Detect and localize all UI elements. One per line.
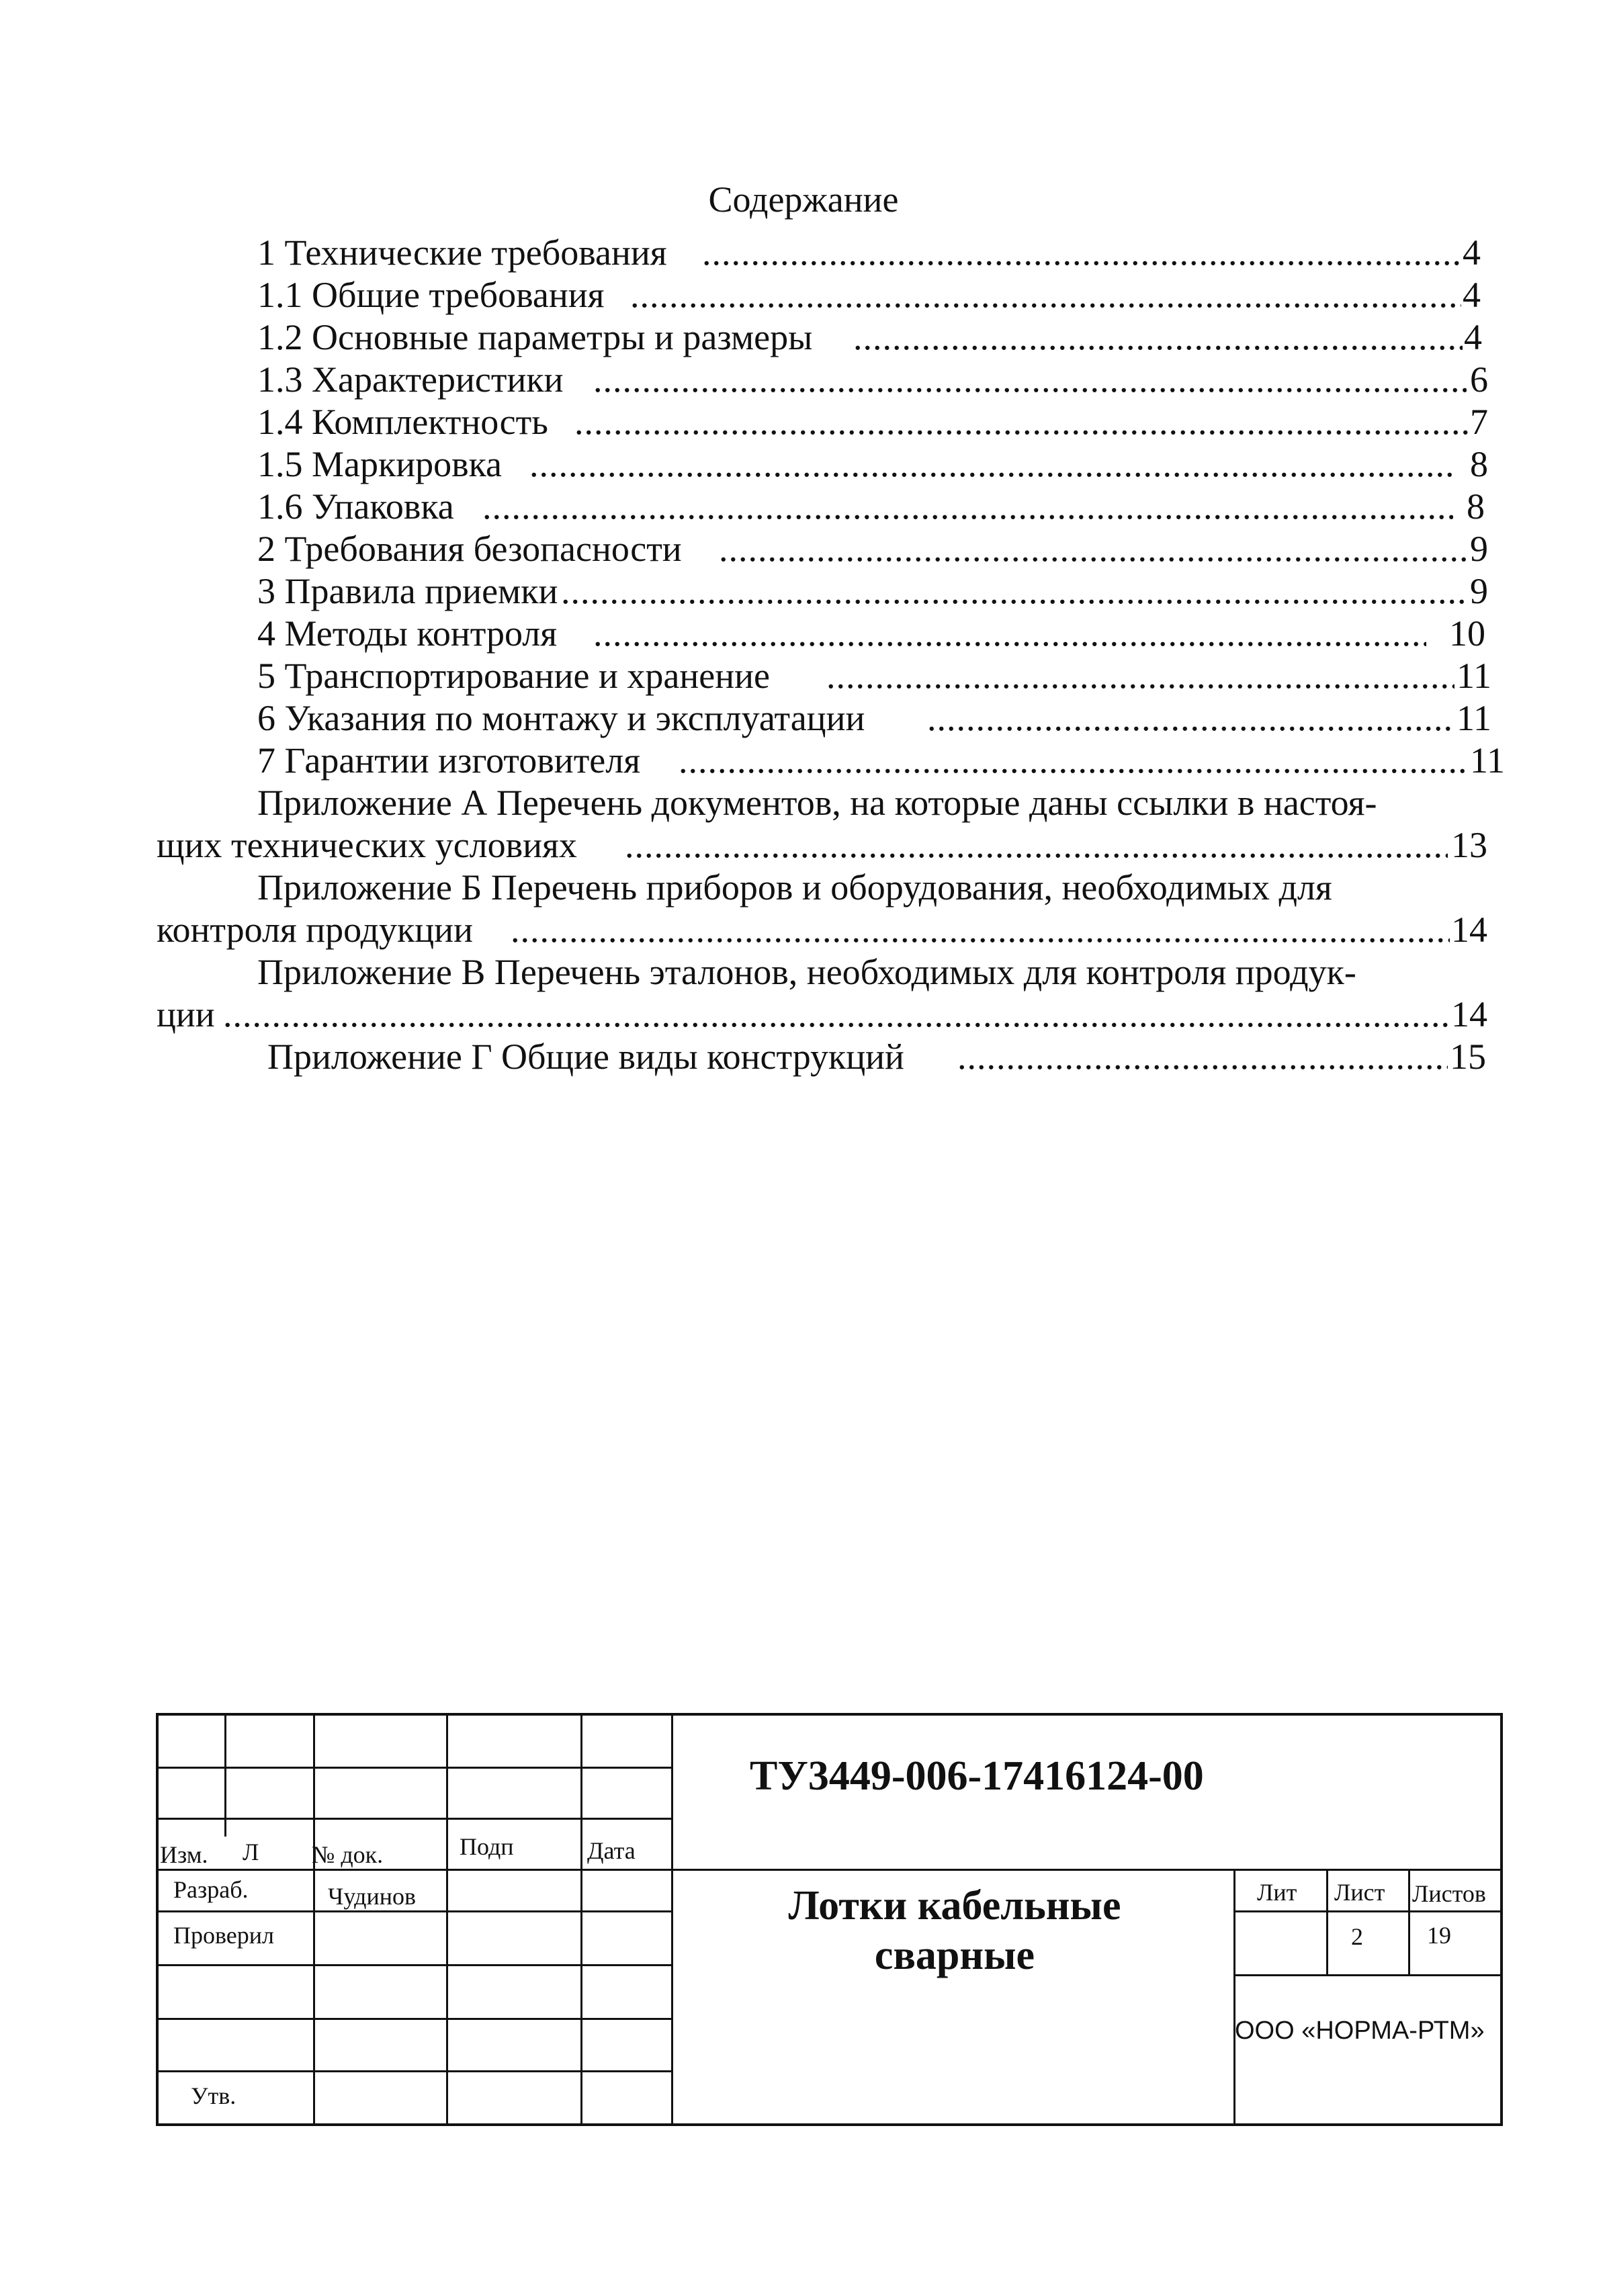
toc-entry-page: 11 — [1457, 656, 1491, 696]
grid-line — [313, 1716, 315, 2126]
col-izm-label: Изм. — [160, 1841, 208, 1868]
toc-entry-text: 7 Гарантии изготовителя — [257, 740, 641, 781]
title-block — [156, 1713, 1503, 2126]
developer-name: Чудинов — [328, 1883, 416, 1910]
toc-appendix — [0, 1036, 1607, 1077]
toc-leader — [625, 825, 1448, 865]
toc-entry — [0, 740, 1607, 781]
toc-entry-text: 2 Требования безопасности — [257, 529, 682, 569]
grid-line — [159, 2070, 671, 2072]
col-doc-label: № док. — [312, 1841, 384, 1868]
toc-entry — [0, 529, 1607, 569]
toc-entry-text: 6 Указания по монтажу и эксплуатации — [257, 698, 865, 738]
toc-entry — [0, 359, 1607, 400]
toc-appendix — [0, 867, 1607, 908]
grid-line — [1233, 1869, 1235, 2126]
toc-entry-page: 4 — [1463, 232, 1481, 273]
toc-appendix — [0, 783, 1607, 823]
toc-entry — [0, 613, 1607, 654]
toc-leader — [630, 275, 1461, 315]
toc-appendix — [0, 825, 1607, 865]
toc-leader — [927, 698, 1454, 738]
grid-line — [1408, 1869, 1410, 1976]
toc-leader — [679, 740, 1468, 781]
toc-appendix — [0, 952, 1607, 992]
grid-line — [1233, 1910, 1503, 1912]
toc-leader — [853, 317, 1463, 357]
toc-leader — [593, 613, 1426, 654]
sheets-label: Листов — [1412, 1880, 1486, 1907]
grid-line — [1326, 1869, 1328, 1976]
toc-entry-page: 8 — [1470, 444, 1488, 484]
organization-name: ООО «НОРМА-РТМ» — [1235, 2017, 1485, 2045]
toc-entry-text: 5 Транспортирование и хранение — [257, 656, 770, 696]
grid-line — [159, 2018, 671, 2020]
toc-entry — [0, 275, 1607, 315]
grid-line — [159, 1964, 671, 1966]
toc-appendix-line2: щих технических условиях — [157, 825, 577, 865]
grid-line — [1233, 1974, 1503, 1976]
col-list-label: Л — [243, 1839, 259, 1865]
toc-leader — [719, 529, 1468, 569]
toc-appendix-line2: ции — [157, 994, 215, 1034]
grid-line — [159, 1818, 671, 1820]
toc-entry-page: 4 — [1463, 275, 1481, 315]
toc-entry-text: 1.1 Общие требования — [257, 275, 605, 315]
toc-entry-text: 1 Технические требования — [257, 232, 667, 273]
toc-leader — [482, 486, 1453, 527]
toc-appendix-page: 15 — [1450, 1036, 1486, 1077]
toc-entry — [0, 486, 1607, 527]
toc-leader — [529, 444, 1457, 484]
grid-line — [159, 1869, 1503, 1871]
approved-label: Утв. — [191, 2082, 236, 2109]
toc-leader — [223, 994, 1449, 1034]
toc-appendix-line1: Приложение Г Общие виды конструкций — [267, 1036, 904, 1077]
sheet-label: Лист — [1334, 1879, 1385, 1906]
toc-entry-text: 1.3 Характеристики — [257, 359, 564, 400]
lit-label: Лит — [1257, 1879, 1297, 1906]
toc-title: Содержание — [708, 179, 899, 220]
toc-entry — [0, 698, 1607, 738]
toc-entry-page: 9 — [1470, 571, 1488, 611]
toc-entry — [0, 571, 1607, 611]
toc-entry-page: 11 — [1457, 698, 1491, 738]
grid-line — [580, 1716, 582, 2126]
checked-label: Проверил — [173, 1922, 274, 1949]
toc-entry-page: 6 — [1470, 359, 1488, 400]
toc-entry-page: 9 — [1470, 529, 1488, 569]
toc-entry-text: 1.2 Основные параметры и размеры — [257, 317, 813, 357]
document-name-line1: Лотки кабельные — [788, 1883, 1121, 1929]
grid-line — [159, 1910, 671, 1912]
toc-entry-page: 11 — [1470, 740, 1505, 781]
col-date-label: Дата — [587, 1837, 636, 1864]
grid-line — [159, 1767, 671, 1769]
toc-leader — [561, 571, 1468, 611]
sheets-value: 19 — [1427, 1922, 1451, 1949]
toc-entry-page: 4 — [1464, 317, 1482, 357]
toc-appendix-line2: контроля продукции — [157, 910, 473, 950]
toc-entry-page: 7 — [1470, 402, 1488, 442]
toc-entry-text: 1.4 Комплектность — [257, 402, 548, 442]
toc-entry-text: 3 Правила приемки — [257, 571, 558, 611]
toc-leader — [511, 910, 1450, 950]
toc-entry — [0, 444, 1607, 484]
toc-entry — [0, 232, 1607, 273]
toc-appendix-line1: Приложение Б Перечень приборов и оборудования, необходимых для — [257, 867, 1332, 908]
document-code: ТУ3449-006-17416124-00 — [750, 1753, 1204, 1799]
document-name-line2: сварные — [874, 1933, 1035, 1978]
toc-appendix-page: 14 — [1451, 910, 1487, 950]
col-sign-label: Подп — [460, 1833, 514, 1860]
toc-appendix — [0, 994, 1607, 1034]
toc-leader — [702, 232, 1461, 273]
developed-label: Разраб. — [173, 1876, 249, 1903]
grid-line — [446, 1716, 448, 2126]
toc-leader — [593, 359, 1467, 400]
toc-leader — [957, 1036, 1448, 1077]
sheet-value: 2 — [1351, 1923, 1363, 1950]
toc-entry — [0, 317, 1607, 357]
toc-entry-page: 8 — [1467, 486, 1485, 527]
toc-entry — [0, 656, 1607, 696]
toc-leader — [574, 402, 1468, 442]
toc-entry-page: 10 — [1449, 613, 1485, 654]
toc-appendix-page: 14 — [1451, 994, 1487, 1034]
toc-entry — [0, 402, 1607, 442]
document-name — [683, 1881, 1227, 1980]
toc-appendix-line1: Приложение В Перечень эталонов, необходимых для контроля продук- — [257, 952, 1356, 992]
toc-leader — [826, 656, 1454, 696]
toc-appendix-line1: Приложение А Перечень документов, на которые даны ссылки в настоя- — [257, 783, 1377, 823]
toc-appendix — [0, 910, 1607, 950]
toc-appendix-page: 13 — [1451, 825, 1487, 865]
toc-entry-text: 1.5 Маркировка — [257, 444, 502, 484]
toc-entry-text: 1.6 Упаковка — [257, 486, 454, 527]
grid-line — [671, 1716, 673, 2126]
toc-entry-text: 4 Методы контроля — [257, 613, 558, 654]
